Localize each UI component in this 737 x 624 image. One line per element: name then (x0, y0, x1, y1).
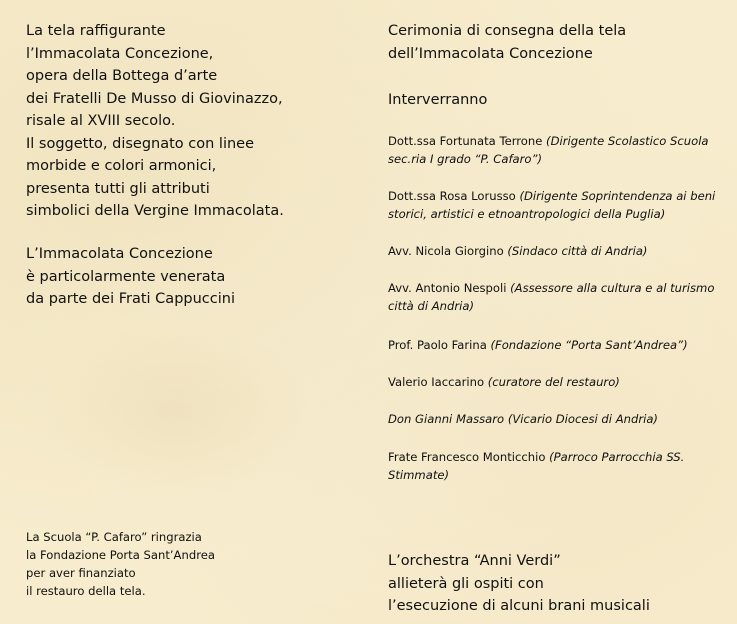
speaker-item (388, 336, 723, 354)
speaker-item (388, 373, 723, 391)
speakers-heading: Interverranno (388, 92, 488, 108)
speaker-item (388, 448, 723, 484)
speaker-role: (Parroco Parrocchia SS. Stimmate) (388, 450, 685, 482)
speaker-name: Avv. Antonio Nespoli (388, 281, 507, 295)
speaker-role: (Dirigente Soprintendenza ai beni storici, artistici e etnoantropologici della Puglia) (388, 189, 716, 221)
speaker-item (388, 242, 723, 260)
speaker-role: (curatore del restauro) (487, 375, 620, 389)
ceremony-title: Cerimonia di consegna della tela dell’Immacolata Concezione (388, 23, 627, 62)
speaker-role: (Vicario Diocesi di Andria) (507, 412, 658, 426)
painting-area (40, 320, 310, 500)
speaker-item (388, 410, 723, 428)
speaker-role: (Dirigente Scolastico Scuola sec.ria I grado “P. Cafaro”) (388, 134, 709, 166)
speaker-role: (Assessore alla cultura e al turismo città di Andria) (388, 281, 715, 313)
speaker-name: Prof. Paolo Farina (388, 338, 487, 352)
veneration-note: L’Immacolata Concezione è particolarmente venerata da parte dei Frati Cappuccini (26, 246, 235, 307)
speaker-name: Don Gianni Massaro (388, 412, 505, 426)
speaker-name: Valerio Iaccarino (388, 375, 485, 389)
speaker-name: Dott.ssa Rosa Lorusso (388, 189, 516, 203)
speaker-name: Dott.ssa Fortunata Terrone (388, 134, 543, 148)
speaker-role: (Fondazione “Porta Sant’Andrea”) (490, 338, 688, 352)
painting-description: La tela raffigurante l’Immacolata Concezione, opera della Bottega d’arte dei Fratelli De Musso di Giovinazzo, risale al XVIII secolo. Il soggetto, disegnato con linee morbide e colori armonici, presenta tutti gli attributi simbolici della Vergine Immacolata. (26, 23, 284, 219)
speaker-item (388, 132, 723, 168)
speaker-name: Frate Francesco Monticchio (388, 450, 546, 464)
speaker-item (388, 187, 723, 223)
orchestra-note: L’orchestra “Anni Verdi” allieterà gli ospiti con l’esecuzione di alcuni brani musicali (388, 553, 650, 614)
speaker-name: Avv. Nicola Giorgino (388, 244, 504, 258)
thanks-note: La Scuola “P. Cafaro” ringrazia la Fondazione Porta Sant’Andrea per aver finanziato il restauro della tela. (26, 530, 215, 598)
speaker-role: (Sindaco città di Andria) (507, 244, 648, 258)
speaker-item (388, 279, 723, 315)
